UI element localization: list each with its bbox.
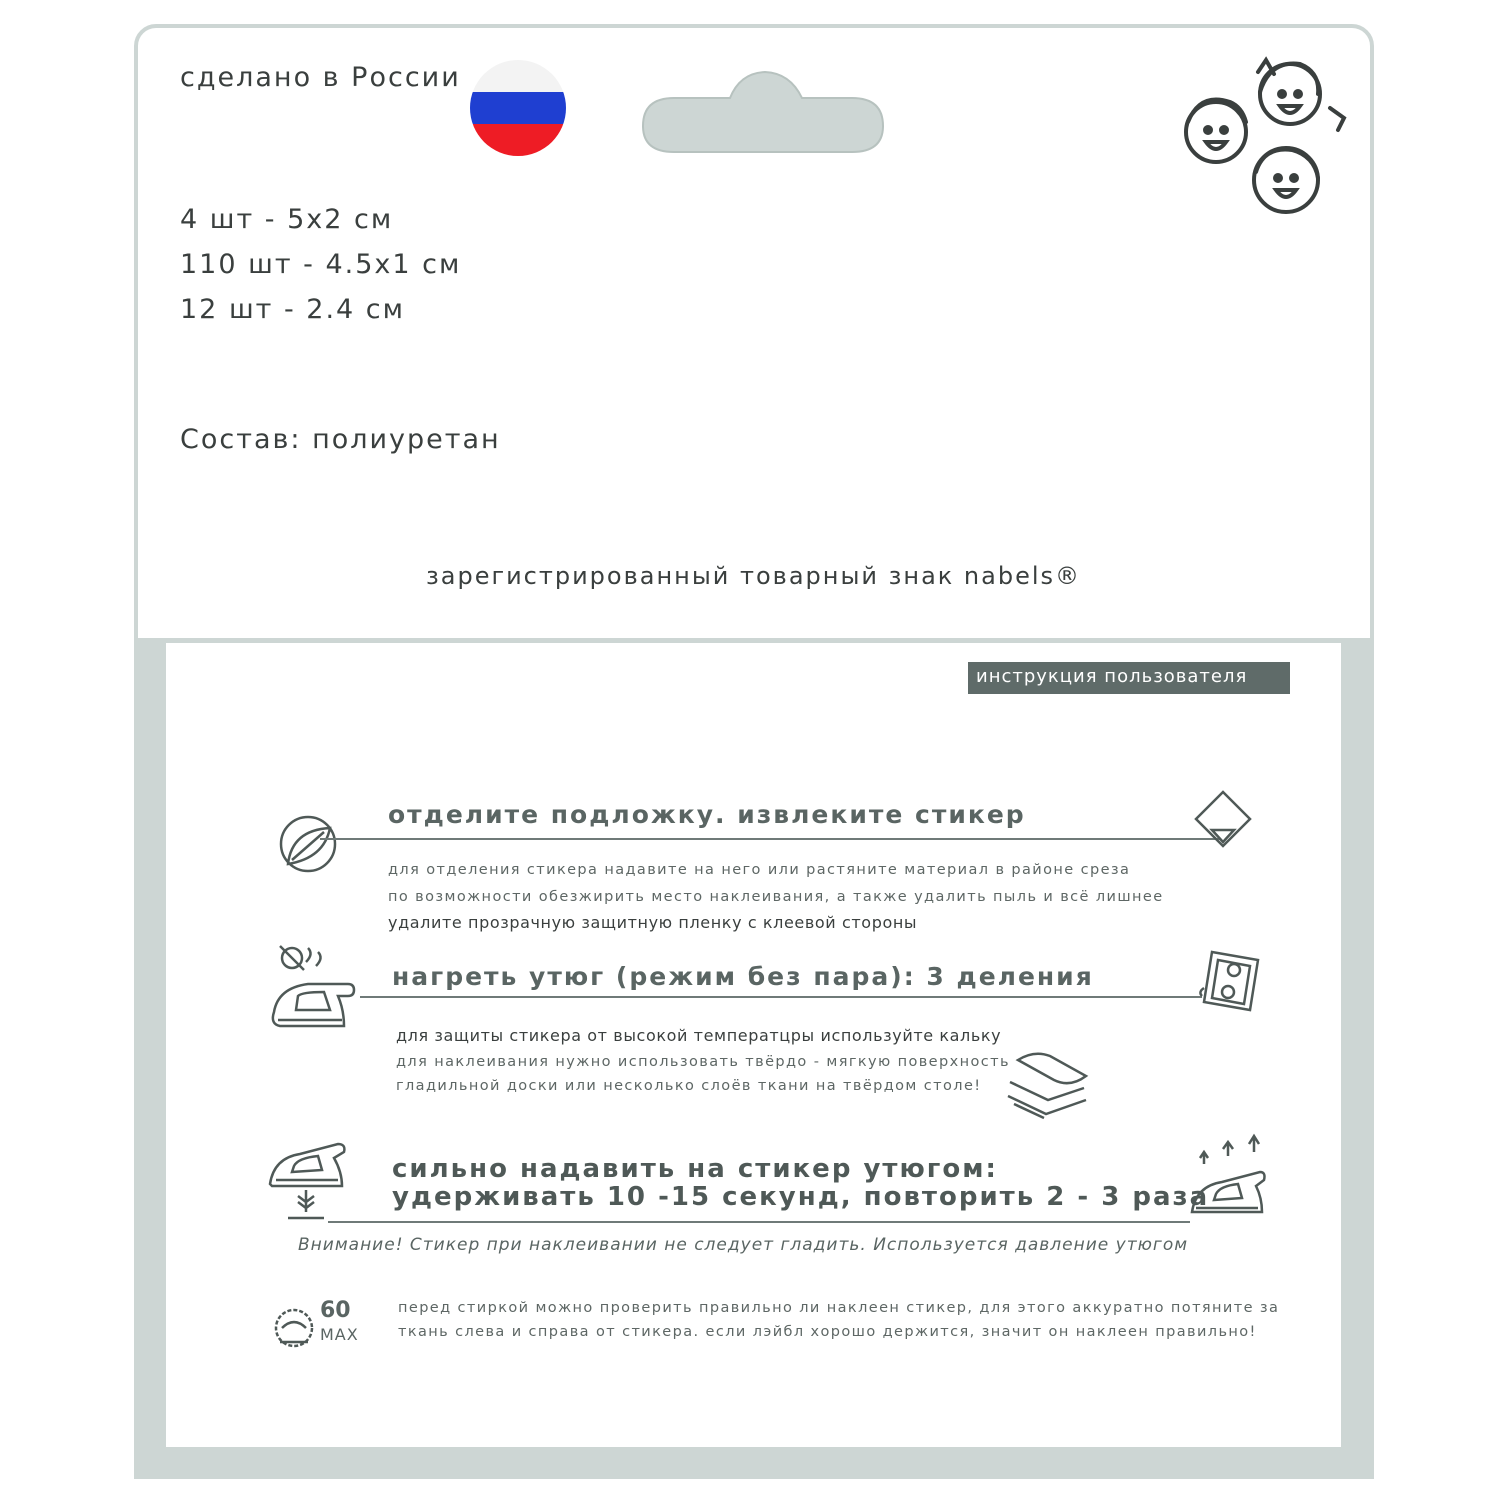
step3-title-line-1: сильно надавить на стикер утюгом: — [392, 1154, 998, 1184]
step1-line-2: по возможности обезжирить место наклеивания, а также удалить пыль и всё лишнее — [388, 889, 1164, 905]
paper-layers-icon — [1004, 1048, 1090, 1120]
iron-press-icon — [266, 1140, 348, 1222]
size-line-2: 110 шт - 4.5x1 см — [180, 249, 462, 280]
step3-title-line-2: удерживать 10 -15 секунд, повторить 2 - 3 раза — [392, 1182, 1210, 1212]
kids-faces-logo-icon — [1180, 52, 1352, 220]
step1-title: отделите подложку. извлеките стикер — [388, 800, 1026, 829]
step2-line-3: гладильной доски или несколько слоёв ткани на твёрдом столе! — [396, 1078, 982, 1094]
wash-line-1: перед стиркой можно проверить правильно ли наклеен стикер, для этого аккуратно потяните за — [398, 1300, 1280, 1316]
step1-rule — [320, 838, 1225, 840]
step2-rule — [360, 996, 1202, 998]
badge-label: инструкция пользователя — [976, 666, 1248, 687]
iron-lift-icon — [1186, 1132, 1266, 1222]
wash-60-icon — [272, 1302, 316, 1350]
composition-label: Состав: полиуретан — [180, 424, 501, 455]
size-line-1: 4 шт - 5x2 см — [180, 204, 394, 235]
step1-line-3: удалите прозрачную защитную пленку с клеевой стороны — [388, 913, 918, 932]
sticker-diamond-icon — [1192, 788, 1254, 850]
step1-line-1: для отделения стикера надавите на него или растяните материал в районе среза — [388, 862, 1131, 878]
user-instruction-badge — [968, 662, 1290, 694]
trademark-label: зарегистрированный товарный знак nabels® — [426, 562, 1082, 590]
step2-line-1: для защиты стикера от высокой температцры используйте кальку — [396, 1026, 1002, 1045]
iron-no-steam-icon — [268, 940, 360, 1034]
wash-max: MAX — [320, 1325, 359, 1344]
size-line-3: 12 шт - 2.4 см — [180, 294, 406, 325]
wash-temp: 60 — [320, 1298, 351, 1323]
step3-warning: Внимание! Стикер при наклеивании не следует гладить. Используется давление утюгом — [298, 1235, 1189, 1255]
step2-line-2: для наклеивания нужно использовать твёрдо - мягкую поверхность — [396, 1054, 1010, 1070]
russia-flag-icon — [470, 60, 566, 156]
hang-tab-hole — [640, 68, 886, 156]
wash-line-2: ткань слева и справа от стикера. если лэйбл хорошо держится, значит он наклеен правильно! — [398, 1324, 1257, 1340]
step2-title: нагреть утюг (режим без пара): 3 деления — [392, 962, 1094, 991]
step3-rule — [328, 1221, 1190, 1223]
socket-icon — [1198, 948, 1262, 1014]
peel-circle-icon — [278, 814, 338, 874]
made-in-label: сделано в России — [180, 62, 461, 93]
